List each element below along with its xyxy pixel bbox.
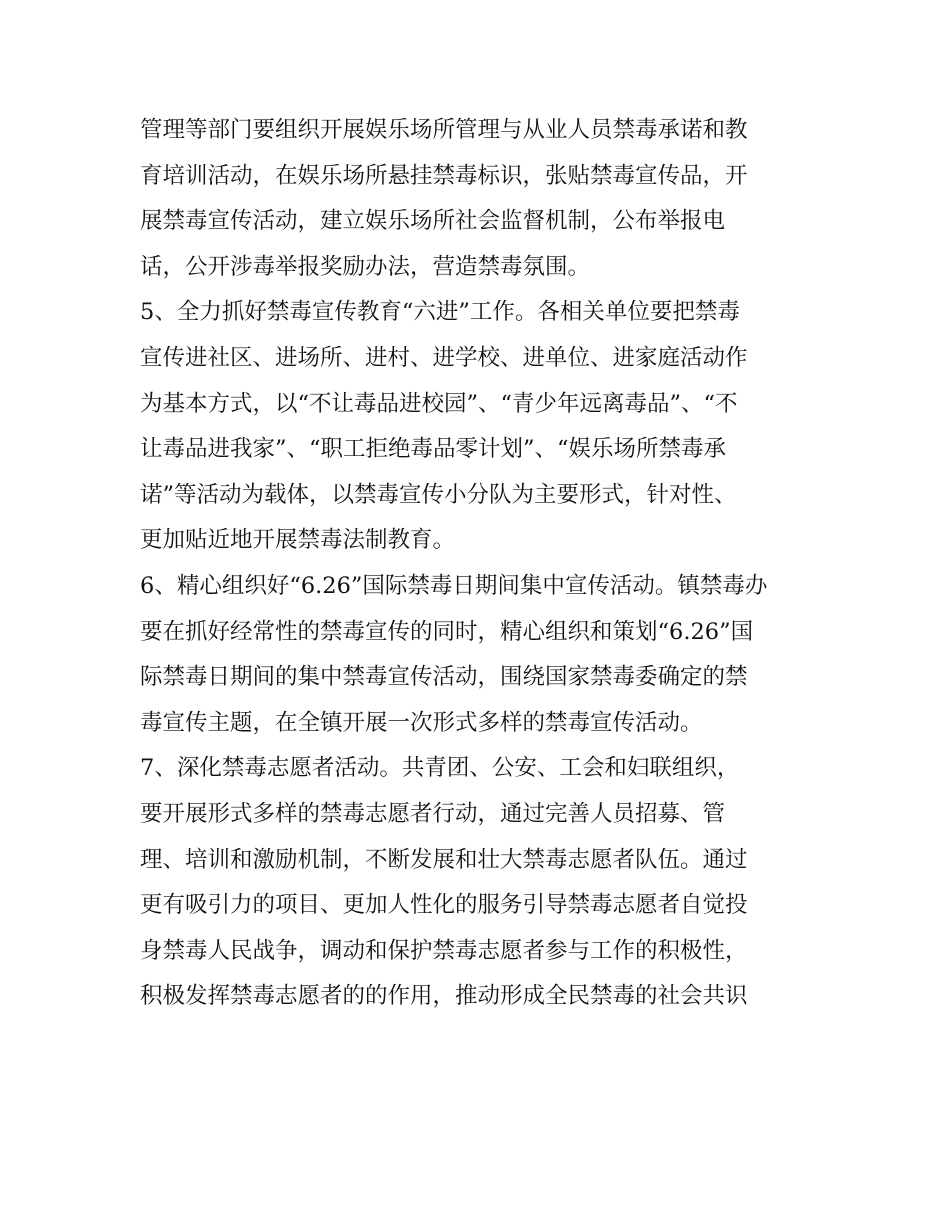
text-line: 要开展形式多样的禁毒志愿者行动，通过完善人员招募、管 (140, 800, 726, 827)
text-line: 6、精心组织好“6.26”国际禁毒日期间集中宣传活动。镇禁毒办 (140, 572, 768, 599)
text-line: 际禁毒日期间的集中禁毒宣传活动，围绕国家禁毒委确定的禁 (140, 664, 748, 691)
text-line: 身禁毒人民战争，调动和保护禁毒志愿者参与工作的积极性， (140, 937, 748, 964)
text-line: 为基本方式，以“不让毒品进校园”、“青少年远离毒品”、“不 (140, 390, 738, 417)
text-line: 话，公开涉毒举报奖励办法，营造禁毒氛围。 (140, 253, 591, 280)
text-line: 毒宣传主题，在全镇开展一次形式多样的禁毒宣传活动。 (140, 709, 703, 736)
text-line: 管理等部门要组织开展娱乐场所管理与从业人员禁毒承诺和教 (140, 117, 748, 143)
text-line: 5、全力抓好禁毒宣传教育“六进”工作。各相关单位要把禁毒 (140, 299, 740, 326)
text-line: 更加贴近地开展禁毒法制教育。 (140, 527, 456, 554)
body-text (140, 108, 820, 1020)
text-line: 宣传进社区、进场所、进村、进学校、进单位、进家庭活动作 (140, 344, 748, 371)
text-line: 让毒品进我家”、“职工拒绝毒品零计划”、“娱乐场所禁毒承 (140, 436, 727, 463)
text-line: 诺”等活动为载体，以禁毒宣传小分队为主要形式，针对性、 (140, 481, 737, 508)
text-line: 更有吸引力的项目、更加人性化的服务引导禁毒志愿者自觉投 (140, 892, 748, 919)
text-line: 展禁毒宣传活动，建立娱乐场所社会监督机制，公布举报电 (140, 208, 726, 235)
text-line: 7、深化禁毒志愿者活动。共青团、公安、工会和妇联组织， (140, 755, 740, 782)
text-line: 积极发挥禁毒志愿者的的作用，推动形成全民禁毒的社会共识 (140, 983, 748, 1010)
text-line: 育培训活动，在娱乐场所悬挂禁毒标识，张贴禁毒宣传品，开 (140, 162, 748, 189)
text-line: 要在抓好经常性的禁毒宣传的同时，精心组织和策划“6.26”国 (140, 618, 754, 645)
text-line: 理、培训和激励机制，不断发展和壮大禁毒志愿者队伍。通过 (140, 846, 748, 873)
